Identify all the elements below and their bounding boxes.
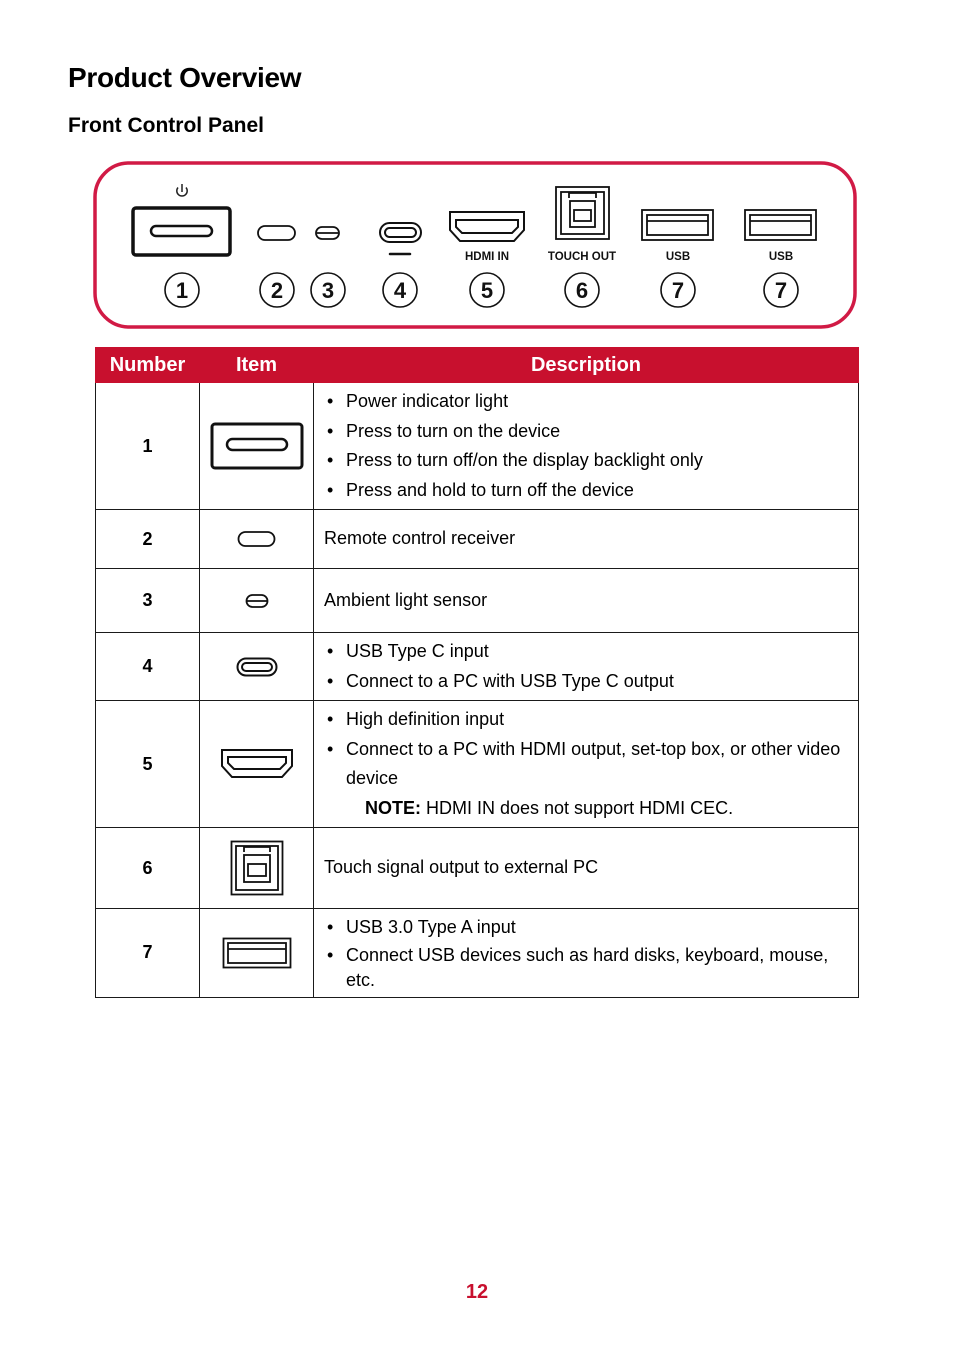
row-item xyxy=(200,633,314,701)
front-panel-diagram xyxy=(92,160,860,337)
power-button-icon xyxy=(210,422,304,470)
list-item: • Press to turn on the device xyxy=(324,417,848,447)
list-item: • Power indicator light xyxy=(324,387,848,417)
touch-out-label: TOUCH OUT xyxy=(547,251,617,263)
usb-b-port-icon xyxy=(230,840,284,896)
light-sensor-icon xyxy=(245,593,269,609)
callout-number: 6 xyxy=(575,278,589,303)
note-label: NOTE: xyxy=(365,797,421,818)
table-row xyxy=(96,569,859,633)
row-description xyxy=(314,909,859,998)
row-number: 1 xyxy=(96,383,200,510)
callout-number: 4 xyxy=(393,278,407,303)
list-item: • Press to turn off/on the display backlight only xyxy=(324,446,848,476)
row-item xyxy=(200,701,314,828)
header-item: Item xyxy=(200,348,314,383)
row-number: 6 xyxy=(96,828,200,909)
usb-c-port-icon xyxy=(236,657,278,677)
note-body: HDMI IN does not support HDMI CEC. xyxy=(421,797,734,818)
callout-number: 2 xyxy=(270,278,284,303)
table-row xyxy=(96,909,859,998)
row-number: 2 xyxy=(96,510,200,569)
note-text xyxy=(324,794,848,824)
row-item xyxy=(200,828,314,909)
row-description xyxy=(314,383,859,510)
table-header-row xyxy=(96,348,859,383)
row-description: Touch signal output to external PC xyxy=(314,828,859,909)
callout-number: 1 xyxy=(175,278,189,303)
row-number: 3 xyxy=(96,569,200,633)
callout-number: 7 xyxy=(774,278,788,303)
table-row xyxy=(96,510,859,569)
section-title: Front Control Panel xyxy=(68,114,264,137)
callout-number: 7 xyxy=(671,278,685,303)
row-number: 7 xyxy=(96,909,200,998)
list-item: • USB 3.0 Type A input xyxy=(324,913,848,943)
table-row xyxy=(96,828,859,909)
row-item xyxy=(200,383,314,510)
remote-receiver-icon xyxy=(237,530,277,548)
list-item: • Connect to a PC with USB Type C output xyxy=(324,667,848,697)
list-item: • Press and hold to turn off the device xyxy=(324,476,848,506)
hdmi-in-label: HDMI IN xyxy=(464,251,510,263)
control-panel-table xyxy=(95,347,859,998)
list-item: • Connect USB devices such as hard disks, keyboard, mouse, etc. xyxy=(324,943,848,993)
row-description xyxy=(314,701,859,828)
hdmi-port-icon xyxy=(220,748,294,780)
list-item: • High definition input xyxy=(324,705,848,735)
list-item: • USB Type C input xyxy=(324,637,848,667)
row-number: 4 xyxy=(96,633,200,701)
usb-label: USB xyxy=(768,251,794,263)
table-row xyxy=(96,383,859,510)
row-item xyxy=(200,909,314,998)
header-description: Description xyxy=(314,348,859,383)
table-row xyxy=(96,633,859,701)
page-number: 12 xyxy=(465,1281,489,1303)
header-number: Number xyxy=(96,348,200,383)
row-description: Ambient light sensor xyxy=(314,569,859,633)
row-item xyxy=(200,510,314,569)
row-number: 5 xyxy=(96,701,200,828)
table-row xyxy=(96,701,859,828)
row-item xyxy=(200,569,314,633)
row-description: Remote control receiver xyxy=(314,510,859,569)
usb-label: USB xyxy=(665,251,691,263)
page-title: Product Overview xyxy=(68,62,302,93)
row-description xyxy=(314,633,859,701)
callout-number: 5 xyxy=(480,278,494,303)
list-item: • Connect to a PC with HDMI output, set-top box, or other video device xyxy=(324,735,848,794)
callout-number: 3 xyxy=(321,278,335,303)
usb-a-port-icon xyxy=(222,937,292,969)
